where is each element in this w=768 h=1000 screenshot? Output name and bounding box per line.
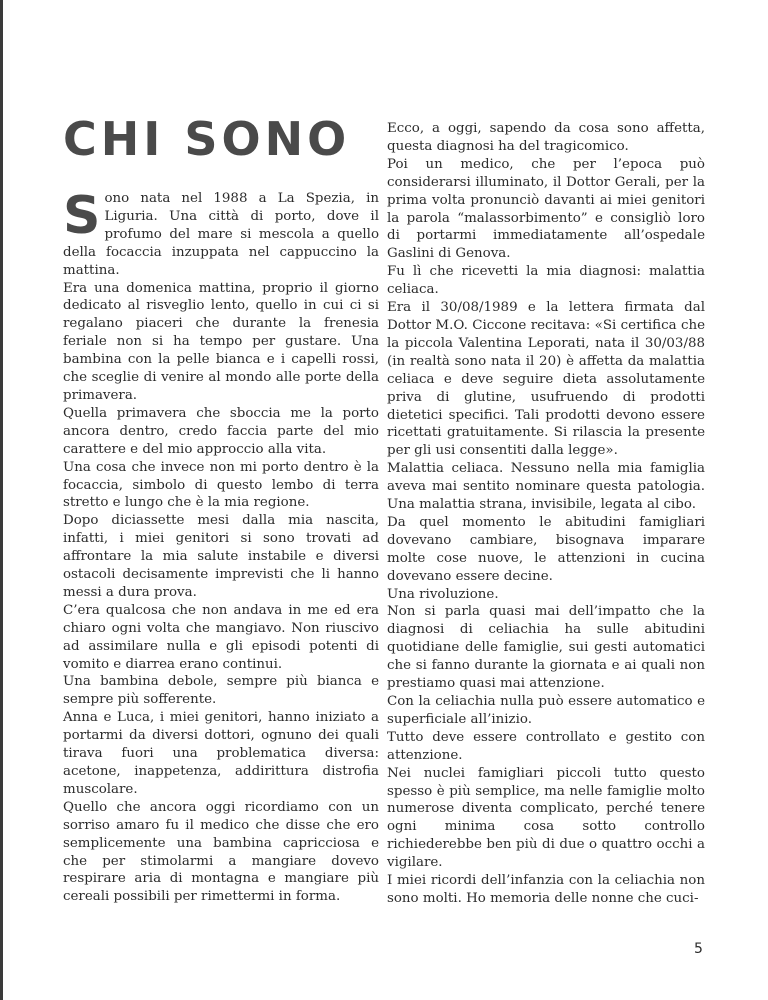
paragraph: Fu lì che ricevetti la mia diagnosi: malattia celiaca. xyxy=(387,264,705,298)
paragraph: I miei ricordi dell’infanzia con la celiachia non sono molti. Ho memoria delle nonne che cuci- xyxy=(387,873,705,906)
paragraph: Una bambina debole, sempre più bianca e sempre più sofferente. xyxy=(63,674,379,708)
left-column xyxy=(63,186,379,906)
right-column xyxy=(387,120,705,908)
paragraph: Non si parla quasi mai dell’impatto che la diagnosi di celiachia ha sulle abitudini quotidiane delle famiglie, sui gesti automatici che si fanno durante la giornata e ai quali non prestiamo quasi mai attenzione. xyxy=(387,604,705,692)
paragraph: Ecco, a oggi, sapendo da cosa sono affetta, questa diagnosi ha del tragicomico. xyxy=(387,121,705,154)
paragraph-text: ono nata nel 1988 a La Spezia, in Liguria. Una città di porto, dove il profumo del mare si mescola a quello della focaccia inzuppata nel cappuccino la mattina. xyxy=(63,191,379,278)
paragraph: Una cosa che invece non mi porto dentro è la focaccia, simbolo di questo lembo di terra stretto e lungo che è la mia regione. xyxy=(63,459,379,511)
paragraph: Con la celiachia nulla può essere automatico e superficiale all’inizio. xyxy=(387,694,705,727)
page-title: CHI SONO xyxy=(63,112,351,166)
drop-cap: S xyxy=(63,186,101,246)
page-edge xyxy=(0,0,3,1000)
paragraph: C’era qualcosa che non andava in me ed era chiaro ogni volta che mangiavo. Non riuscivo ad assimilare nulla e gli episodi potenti di vomito e diarrea erano continui. xyxy=(63,602,379,672)
paragraph: Da quel momento le abitudini famigliari dovevano cambiare, bisognava imparare molte cose nuove, le attenzioni in cucina dovevano essere decine. xyxy=(387,514,705,584)
paragraph: Quello che ancora oggi ricordiamo con un sorriso amaro fu il medico che disse che ero semplicemente una bambina capricciosa e che per stimolarmi a mangiare dovevo respirare aria di montagna e mangiare più cereali possibili per rimettermi in forma. xyxy=(63,799,379,905)
paragraph: Era il 30/08/1989 e la lettera firmata dal Dottor M.O. Ciccone recitava: «Si certifica che la piccola Valentina Leporati, nata il 30/03/88 (in realtà sono nata il 20) è affetta da malattia celiaca e deve seguire dieta assolutamente priva di glutine, usufruendo di prodotti dietetici specifici. Tali prodotti devono essere ricettati gratuitamente. Si rilascia la presente per gli usi consentiti dalla legge». xyxy=(387,300,705,459)
paragraph: Malattia celiaca. Nessuno nella mia famiglia aveva mai sentito nominare questa patologia. Una malattia strana, invisibile, legata al cibo. xyxy=(387,461,705,513)
page-number: 5 xyxy=(694,941,703,957)
paragraph: Quella primavera che sboccia me la porto ancora dentro, credo faccia parte del mio carattere e del mio approccio alla vita. xyxy=(63,405,379,457)
paragraph xyxy=(63,186,379,280)
paragraph: Dopo diciassette mesi dalla mia nascita, infatti, i miei genitori si sono trovati ad affrontare la mia salute instabile e diversi ostacoli decisamente imprevisti che li hanno messi a dura prova. xyxy=(63,513,379,600)
paragraph: Tutto deve essere controllato e gestito con attenzione. xyxy=(387,729,705,763)
paragraph: Era una domenica mattina, proprio il giorno dedicato al risveglio lento, quello in cui ci si regalano piaceri che durante la frenesia feriale non si ha tempo per gustare. Una bambina con la pelle bianca e i capelli rossi, che sceglie di venire al mondo alle porte della primavera. xyxy=(63,280,379,403)
paragraph: Una rivoluzione. xyxy=(387,586,499,602)
paragraph: Nei nuclei famigliari piccoli tutto questo spesso è più semplice, ma nelle famiglie molto numerose diventa complicato, perché tenere ogni minima cosa sotto controllo richiederebbe ben più di due o quattro occhi a vigilare. xyxy=(387,765,705,871)
paragraph: Anna e Luca, i miei genitori, hanno iniziato a portarmi da diversi dottori, ognuno dei quali tirava fuori una problematica diversa: acetone, inappetenza, addirittura distrofia muscolare. xyxy=(63,710,379,797)
paragraph: Poi un medico, che per l’epoca può considerarsi illuminato, il Dottor Gerali, per la prima volta pronunciò davanti ai miei genitori la parola “malassorbimento” e consigliò loro di portarmi immediatamente all’ospedale Gaslini di Genova. xyxy=(387,156,705,262)
